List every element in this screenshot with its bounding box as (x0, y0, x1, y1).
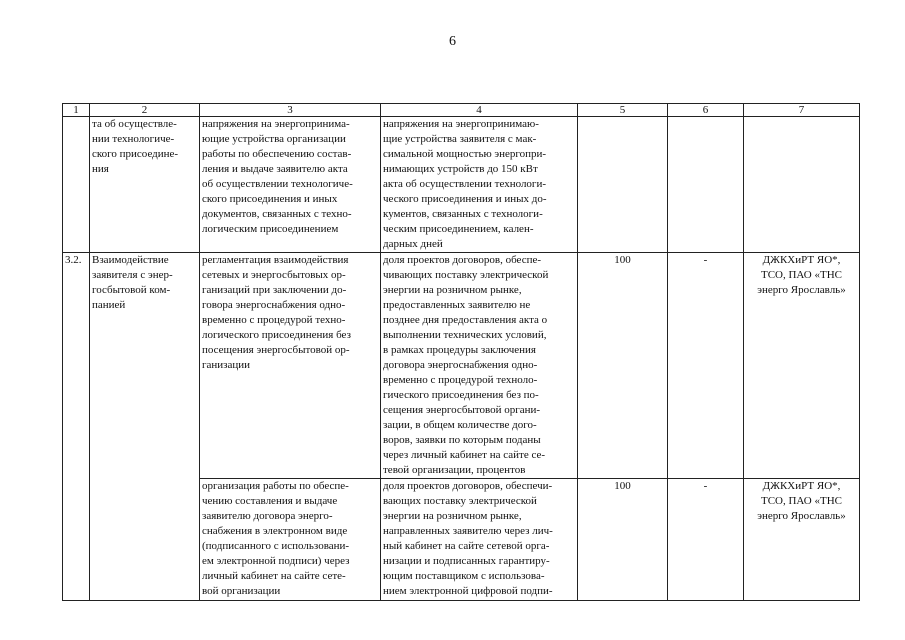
column-header: 1 (63, 104, 90, 117)
document-table (62, 103, 860, 601)
row-number (63, 117, 90, 253)
indicator-cell: напряжения на энергопринимаю- щие устройства заявителя с мак- симальной мощностью энергопри- нимающих устройств до 150 кВт акта об осуществлении технологи- ческого присоединения и иных до- кументов, связанных с технологи- ческим присоединением, кален- дарных дней (381, 117, 578, 253)
action-cell: организация работы по обеспе- чению составления и выдаче заявителю договора энерго- снабжения в электронном виде (подписанного с использовани- ем электронной подписи) через личный кабинет на сайте сете- вой организации (200, 479, 381, 601)
action-cell: регламентация взаимодействия сетевых и энергосбытовых ор- ганизаций при заключении до- говора энергоснабжения одно- временно с процедурой техно- логического присоединения без посещения энергосбытовой ор- ганизации (200, 253, 381, 479)
page-number: 6 (449, 34, 456, 49)
table-row (63, 253, 860, 479)
column-header: 2 (90, 104, 200, 117)
responsible-cell: ДЖКХиРТ ЯО*, ТСО, ПАО «ТНС энерго Ярославль» (744, 479, 860, 601)
table-row (63, 117, 860, 253)
column-header: 3 (200, 104, 381, 117)
row-number: 3.2. (63, 253, 90, 601)
table-header-row (63, 104, 860, 117)
column-header: 4 (381, 104, 578, 117)
current-value-cell (668, 117, 744, 253)
stage-cell: та об осуществле- нии технологиче- ского присоедине- ния (90, 117, 200, 253)
column-header: 6 (668, 104, 744, 117)
current-value-cell: - (668, 253, 744, 479)
target-value-cell: 100 (578, 479, 668, 601)
current-value-cell: - (668, 479, 744, 601)
column-header: 5 (578, 104, 668, 117)
responsible-cell: ДЖКХиРТ ЯО*, ТСО, ПАО «ТНС энерго Ярославль» (744, 253, 860, 479)
responsible-cell (744, 117, 860, 253)
target-value-cell: 100 (578, 253, 668, 479)
action-cell: напряжения на энергопринима- ющие устройства организации работы по обеспечению состав- ления и выдаче заявителю акта об осуществлении технологиче- ского присоединения и иных документов, связанных с техно- логическим присоединением (200, 117, 381, 253)
stage-cell: Взаимодействие заявителя с энер- госбытовой ком- панией (90, 253, 200, 601)
indicator-cell: доля проектов договоров, обеспечи- вающих поставку электрической энергии на розничном рынке, направленных заявителю через лич- ный кабинет на сайте сетевой орга- низации и подписанных гарантиру- ющим поставщиком с использова- нием электронной цифровой подпи- (381, 479, 578, 601)
column-header: 7 (744, 104, 860, 117)
indicator-cell: доля проектов договоров, обеспе- чивающих поставку электрической энергии на розничном рынке, предоставленных заявителю не позднее дня предоставления акта о выполнении технических условий, в рамках процедуры заключения договора энергоснабжения одно- временно с процедурой техноло- гического присоединения без по- сещения энергосбытовой органи- зации, в общем количестве дого- воров, заявки по которым поданы через личный кабинет на сайте се- тевой организации, процентов (381, 253, 578, 479)
target-value-cell (578, 117, 668, 253)
